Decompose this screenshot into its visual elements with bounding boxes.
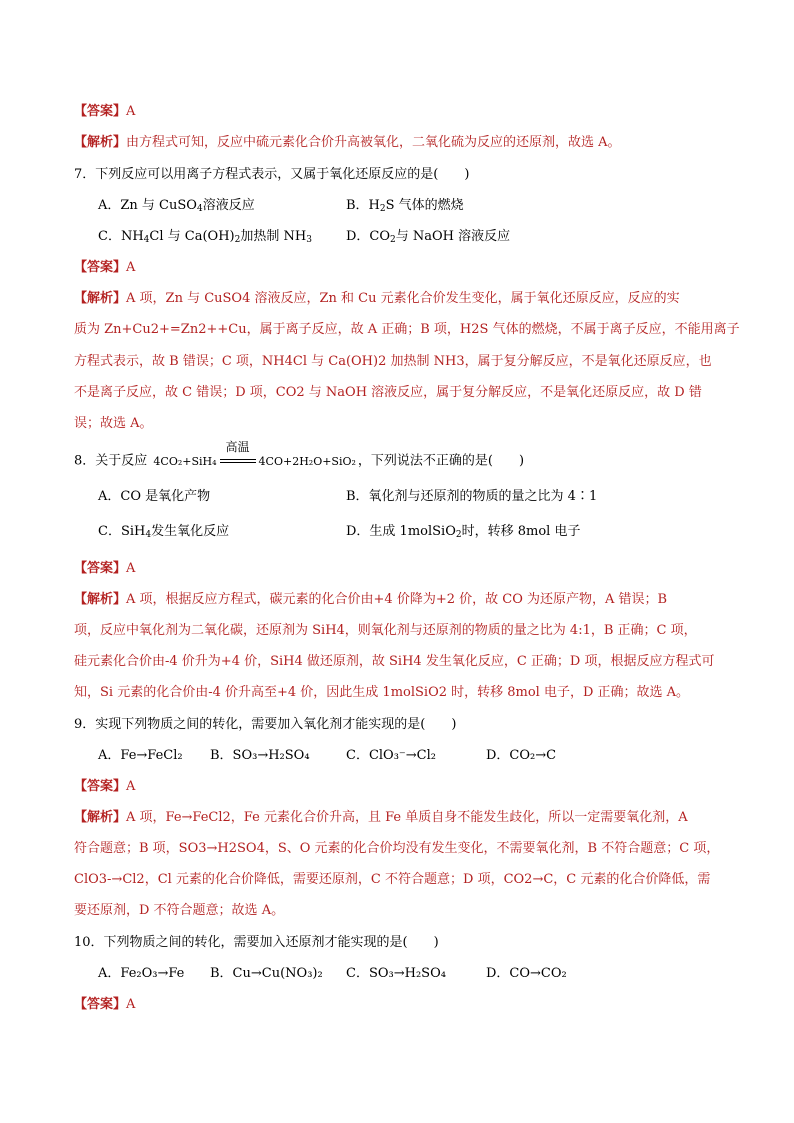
q8-option-d: D．生成 1molSiO$_2$时，转移 8mol 电子 [346,524,581,540]
answer-value: A [126,779,136,794]
q7-option-c: C．$NH_4Cl$ 与 $Ca(OH)_2$加热制 $NH_3$ [98,229,312,245]
q9-stem: 9．实现下列物质之间的转化，需要加入氧化剂才能实现的是( ) [74,717,457,732]
reaction-arrow [220,440,256,470]
q7-analysis-line-4: 不是离子反应，故 C 错误；D 项，CO2 与 NaOH 溶液反应，属于复分解反应，不是氧化还原反应，故 D 错 [74,385,702,400]
q10-option-c: C．SO₃→H₂SO₄ [346,966,446,981]
q7-stem: 7．下列反应可以用离子方程式表示，又属于氧化还原反应的是( ) [74,167,470,182]
q8-analysis-line-4: 知，Si 元素的化合价由-4 价升高至+4 价，因此生成 1molSiO2 时，转移 8mol 电子，D 正确；故选 A。 [74,685,690,700]
q9-analysis-line-2: 符合题意；B 项，SO3→H2SO4，S、O 元素的化合价均没有发生变化，不需要氧化剂，B 不符合题意；C 项， [74,841,720,856]
q6-answer [74,103,135,121]
answer-label: 【答案】 [74,779,127,794]
q9-option-c: C．ClO₃⁻→Cl₂ [346,748,436,763]
analysis-label: 【解析】 [74,810,127,825]
q7-analysis-line-5: 误；故选 A。 [74,416,153,431]
q7-option-d: D．$CO_2$与 NaOH 溶液反应 [346,229,511,245]
answer-label: 【答案】 [74,997,127,1012]
q8-answer [74,560,135,578]
answer-label: 【答案】 [74,561,127,576]
answer-value: A [126,260,136,275]
answer-label: 【答案】 [74,104,127,119]
q9-option-d: D．CO₂→C [486,748,557,763]
analysis-label: 【解析】 [74,592,127,607]
q10-stem: 10．下列物质之间的转化，需要加入还原剂才能实现的是( ) [74,935,439,950]
q8-analysis-line-3: 硅元素化合价由-4 价升为+4 价，SiH4 做还原剂，故 SiH4 发生氧化反应，C 正确；D 项，根据反应方程式可 [74,654,715,669]
equation-left: 4CO₂+SiH₄ [153,454,217,468]
q7-option-b: B．$H_2S$ 气体的燃烧 [346,198,464,214]
q9-analysis-line-1: 【解析】A 项，Fe→FeCl2，Fe 元素化合价升高，且 Fe 单质自身不能发生歧化，所以一定需要氧化剂，A [74,810,688,825]
q10-option-d: D．CO→CO₂ [486,966,567,981]
reaction-condition: 高温 [225,440,250,454]
q9-analysis-line-4: 要还原剂，D 不符合题意；故选 A。 [74,903,285,918]
q8-stem: 8．关于反应 4CO₂+SiH₄ 高温 4CO+2H₂O+SiO₂ ，下列说法不正确的是( ) [74,440,525,469]
answer-value: A [126,561,136,576]
q7-analysis-line-2: 质为 Zn+Cu2+=Zn2++Cu，属于离子反应，故 A 正确；B 项，H2S 气体的燃烧，不属于离子反应，不能用离子 [74,322,740,337]
q10-answer [74,996,135,1014]
q9-analysis-line-3: ClO3-→Cl2，Cl 元素的化合价降低，需要还原剂，C 不符合题意；D 项，CO2→C，C 元素的化合价降低，需 [74,872,711,887]
q9-answer [74,778,135,796]
q10-option-a: A．Fe₂O₃→Fe [98,966,185,981]
q8-analysis-line-2: 项，反应中氧化剂为二氧化碳，还原剂为 SiH4，则氧化剂与还原剂的物质的量之比为 4:1，B 正确；C 项， [74,623,697,638]
q7-option-a: A．Zn 与 CuSO$_4$溶液反应 [98,198,255,214]
q10-option-b: B．Cu→Cu(NO₃)₂ [210,966,323,981]
q8-option-a: A．CO 是氧化产物 [98,489,211,504]
answer-value: A [126,104,136,119]
q7-analysis-line-1: 【解析】A 项，Zn 与 CuSO4 溶液反应，Zn 和 Cu 元素化合价发生变化，属于氧化还原反应，反应的实 [74,291,680,306]
q9-option-a: A．Fe→FeCl₂ [98,748,183,763]
q8-option-b: B．氧化剂与还原剂的物质的量之比为 4∶1 [346,489,598,504]
q7-answer [74,259,135,277]
analysis-text: 由方程式可知，反应中硫元素化合价升高被氧化，二氧化硫为反应的还原剂，故选 A。 [126,135,621,150]
q6-analysis [74,134,621,152]
equation-right: 4CO+2H₂O+SiO₂ [258,454,356,468]
q8-analysis-line-1: 【解析】A 项，根据反应方程式，碳元素的化合价由+4 价降为+2 价，故 CO 为还原产物，A 错误；B [74,592,668,607]
q9-option-b: B．SO₃→H₂SO₄ [210,748,310,763]
analysis-label: 【解析】 [74,135,127,150]
analysis-label: 【解析】 [74,291,127,306]
answer-label: 【答案】 [74,260,127,275]
q7-analysis-line-3: 方程式表示，故 B 错误；C 项，NH4Cl 与 Ca(OH)2 加热制 NH3，属于复分解反应，不是氧化还原反应，也 [74,354,712,369]
answer-value: A [126,997,136,1012]
q8-option-c: C．SiH$_4$发生氧化反应 [98,524,230,540]
